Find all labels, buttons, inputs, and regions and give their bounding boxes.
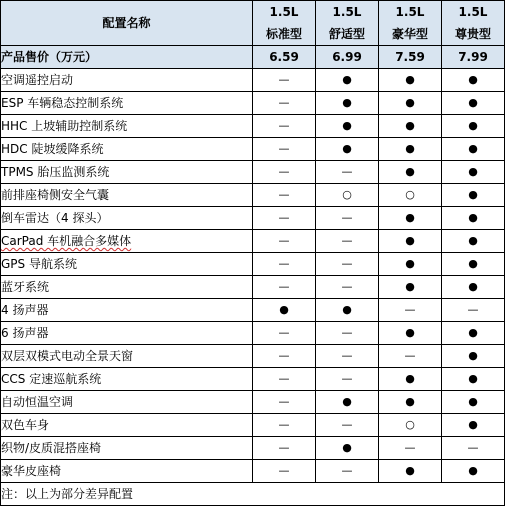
price-row: [1, 46, 505, 69]
feature-value: —: [253, 368, 316, 391]
header-row: [1, 1, 505, 46]
feature-value: ●: [442, 276, 505, 299]
feature-name: [1, 230, 253, 253]
table-row: [1, 184, 505, 207]
feature-value: —: [316, 207, 379, 230]
table-row: [1, 322, 505, 345]
feature-value: ●: [379, 161, 442, 184]
feature-value: —: [253, 92, 316, 115]
feature-value: ●: [442, 345, 505, 368]
feature-value: —: [316, 276, 379, 299]
trim-header-premium: [442, 1, 505, 46]
trim-displacement: 1.5L: [458, 5, 488, 19]
feature-value: ●: [253, 299, 316, 322]
feature-name: 双色车身: [1, 414, 253, 437]
table-row: [1, 69, 505, 92]
feature-value: ●: [442, 460, 505, 483]
trim-displacement: 1.5L: [395, 5, 425, 19]
feature-value: ●: [442, 414, 505, 437]
feature-value: ●: [379, 230, 442, 253]
feature-value: ●: [316, 138, 379, 161]
feature-value: —: [316, 460, 379, 483]
feature-name: 豪华皮座椅: [1, 460, 253, 483]
table-row: [1, 391, 505, 414]
feature-value: ●: [379, 92, 442, 115]
feature-value: —: [253, 276, 316, 299]
feature-value: —: [316, 230, 379, 253]
table-row: [1, 460, 505, 483]
trim-header-comfort: [316, 1, 379, 46]
feature-name: 6 扬声器: [1, 322, 253, 345]
table-row: [1, 414, 505, 437]
feature-value: ●: [379, 207, 442, 230]
feature-value: ○: [316, 184, 379, 207]
feature-value: ●: [316, 69, 379, 92]
feature-name: TPMS 胎压监测系统: [1, 161, 253, 184]
table-row: [1, 368, 505, 391]
feature-value: —: [379, 437, 442, 460]
feature-name: CCS 定速巡航系统: [1, 368, 253, 391]
table-row: [1, 138, 505, 161]
feature-name: 倒车雷达（4 探头）: [1, 207, 253, 230]
feature-name: ESP 车辆稳态控制系统: [1, 92, 253, 115]
note-row: [1, 483, 505, 506]
feature-value: ●: [442, 69, 505, 92]
feature-name: 空调遥控启动: [1, 69, 253, 92]
feature-value: ●: [442, 322, 505, 345]
table-row: [1, 345, 505, 368]
feature-value: —: [253, 138, 316, 161]
feature-value: —: [253, 253, 316, 276]
feature-value: ●: [442, 161, 505, 184]
trim-displacement: 1.5L: [269, 5, 299, 19]
feature-value: —: [442, 299, 505, 322]
feature-value: —: [253, 230, 316, 253]
feature-value: —: [253, 391, 316, 414]
feature-name: 双层双模式电动全景天窗: [1, 345, 253, 368]
feature-value: —: [316, 414, 379, 437]
trim-name: 标准型: [265, 27, 302, 41]
table-row: [1, 161, 505, 184]
feature-name: 自动恒温空调: [1, 391, 253, 414]
feature-value: —: [253, 115, 316, 138]
feature-value: —: [253, 414, 316, 437]
feature-value: —: [253, 207, 316, 230]
config-name-header: 配置名称: [1, 1, 253, 46]
table-row: [1, 92, 505, 115]
feature-value: —: [316, 253, 379, 276]
feature-value: —: [379, 299, 442, 322]
price-value: 6.99: [316, 46, 379, 69]
feature-value: ●: [379, 138, 442, 161]
price-value: 6.59: [253, 46, 316, 69]
feature-value: ●: [379, 460, 442, 483]
table-row: [1, 230, 505, 253]
feature-value: ●: [379, 115, 442, 138]
feature-name: HHC 上坡辅助控制系统: [1, 115, 253, 138]
trim-header-luxury: [379, 1, 442, 46]
feature-value: ○: [379, 184, 442, 207]
feature-value: ●: [442, 391, 505, 414]
price-value: 7.99: [442, 46, 505, 69]
price-value: 7.59: [379, 46, 442, 69]
table-row: [1, 299, 505, 322]
feature-value: —: [316, 345, 379, 368]
feature-value: —: [316, 368, 379, 391]
trim-name: 舒适型: [328, 27, 365, 41]
feature-value: —: [316, 161, 379, 184]
feature-value: ○: [379, 414, 442, 437]
feature-name: 4 扬声器: [1, 299, 253, 322]
feature-value: —: [253, 184, 316, 207]
feature-name-text: CarPad 车机融合多媒体: [1, 234, 132, 248]
feature-value: ●: [379, 69, 442, 92]
feature-value: —: [253, 161, 316, 184]
feature-value: ●: [442, 253, 505, 276]
feature-value: ●: [316, 115, 379, 138]
feature-value: —: [316, 322, 379, 345]
feature-value: —: [253, 345, 316, 368]
feature-value: ●: [442, 368, 505, 391]
table-row: [1, 437, 505, 460]
feature-value: ●: [442, 184, 505, 207]
table-row: [1, 207, 505, 230]
feature-name: 蓝牙系统: [1, 276, 253, 299]
feature-value: ●: [316, 437, 379, 460]
trim-name: 尊贵型: [454, 27, 491, 41]
feature-value: ●: [316, 92, 379, 115]
feature-name: HDC 陡坡缓降系统: [1, 138, 253, 161]
feature-value: ●: [442, 230, 505, 253]
feature-value: ●: [442, 138, 505, 161]
feature-value: ●: [316, 299, 379, 322]
table-row: [1, 253, 505, 276]
feature-value: ●: [379, 322, 442, 345]
table-row: [1, 115, 505, 138]
feature-value: —: [253, 460, 316, 483]
feature-value: ●: [442, 92, 505, 115]
table-row: [1, 276, 505, 299]
trim-displacement: 1.5L: [332, 5, 362, 19]
feature-name: GPS 导航系统: [1, 253, 253, 276]
feature-value: ●: [379, 391, 442, 414]
feature-value: —: [379, 345, 442, 368]
trim-name: 豪华型: [391, 27, 428, 41]
feature-value: ●: [379, 253, 442, 276]
feature-name: 织物/皮质混搭座椅: [1, 437, 253, 460]
feature-value: —: [253, 322, 316, 345]
feature-value: ●: [442, 115, 505, 138]
feature-name: 前排座椅侧安全气囊: [1, 184, 253, 207]
feature-value: ●: [379, 276, 442, 299]
trim-header-standard: [253, 1, 316, 46]
feature-value: —: [442, 437, 505, 460]
feature-value: ●: [442, 207, 505, 230]
feature-value: —: [253, 437, 316, 460]
feature-value: ●: [379, 368, 442, 391]
feature-value: ●: [316, 391, 379, 414]
feature-value: —: [253, 69, 316, 92]
table-note: 注：以上为部分差异配置: [1, 483, 505, 506]
price-label: 产品售价（万元）: [1, 46, 253, 69]
